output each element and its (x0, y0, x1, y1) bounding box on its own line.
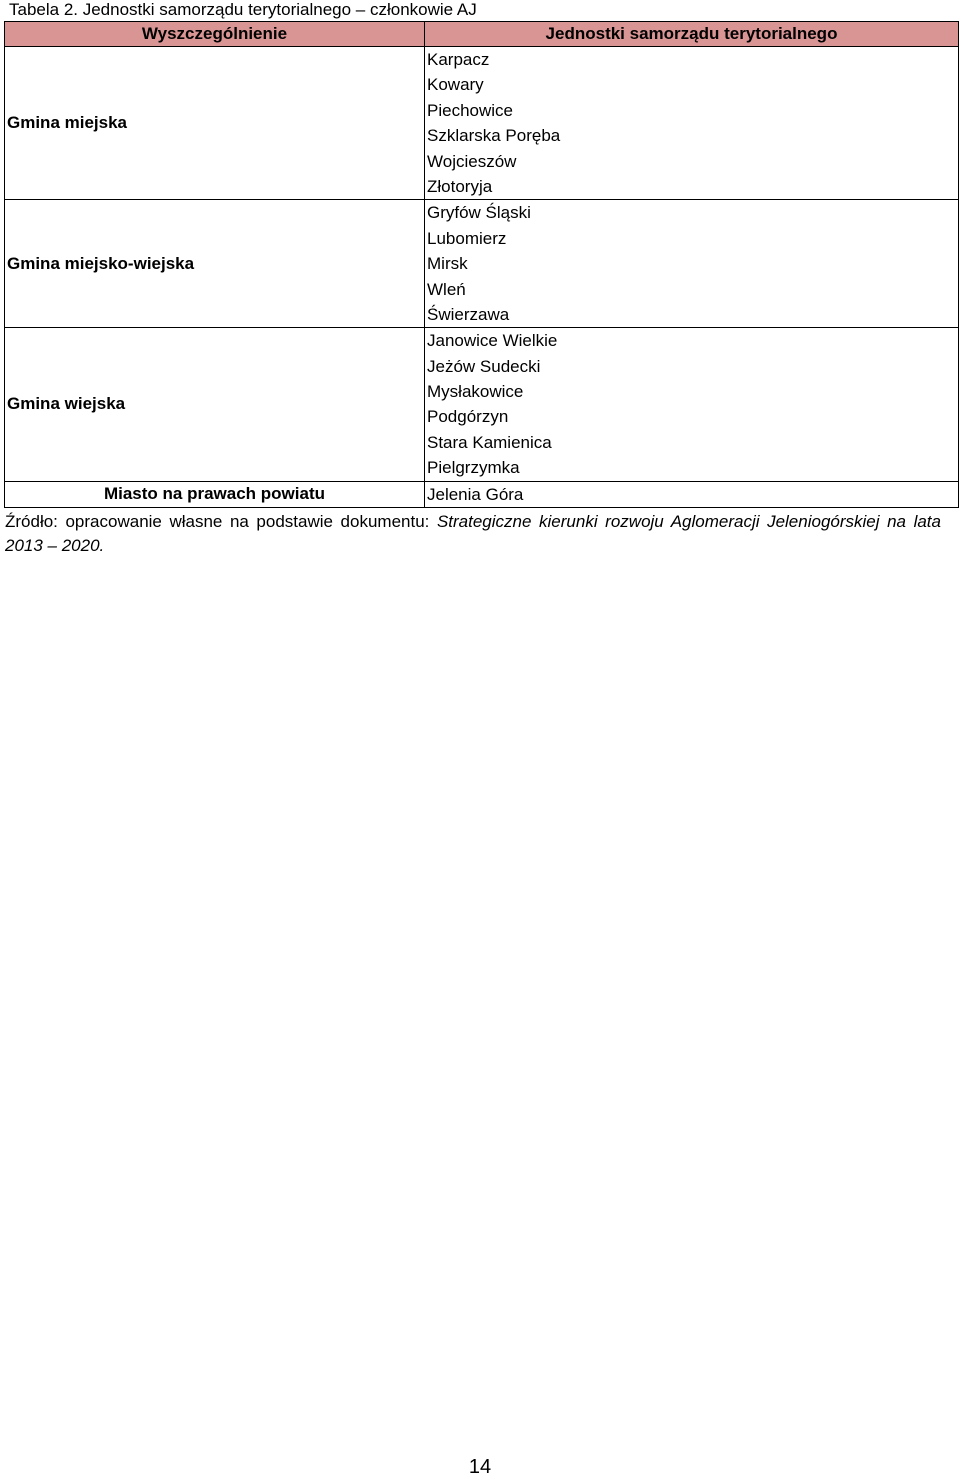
header-units: Jednostki samorządu terytorialnego (425, 22, 959, 47)
header-description: Wyszczególnienie (5, 22, 425, 47)
source-title: Strategiczne kierunki rozwoju Aglomeracji Jeleniogórskiej na lata 2013 – 2020. (5, 512, 941, 555)
table-row (5, 481, 959, 507)
list-item: Stara Kamienica (427, 432, 552, 452)
list-item: Lubomierz (427, 228, 507, 248)
table-row (5, 200, 959, 328)
members-cell (425, 328, 959, 481)
list-item: Mirsk (427, 254, 468, 274)
table-caption: Tabela 2. Jednostki samorządu terytorialnego – członkowie AJ (9, 0, 477, 19)
list-item: Świerzawa (427, 304, 510, 324)
list-item: Złotoryja (427, 176, 493, 196)
list-item: Wleń (427, 279, 466, 299)
list-item: Jelenia Góra (427, 484, 524, 504)
list-item: Pielgrzymka (427, 458, 520, 478)
list-item: Wojcieszów (427, 151, 517, 171)
list-item: Janowice Wielkie (427, 331, 558, 351)
table-row (5, 47, 959, 200)
category-cell: Gmina wiejska (5, 328, 425, 481)
table-row (5, 328, 959, 481)
members-cell (425, 47, 959, 200)
source-note (5, 510, 941, 558)
category-cell: Miasto na prawach powiatu (5, 481, 425, 507)
members-cell (425, 200, 959, 328)
category-cell: Gmina miejsko-wiejska (5, 200, 425, 328)
list-item: Kowary (427, 75, 484, 95)
list-item: Szklarska Poręba (427, 126, 561, 146)
list-item: Podgórzyn (427, 407, 509, 427)
members-table (4, 21, 959, 508)
list-item: Jeżów Sudecki (427, 356, 541, 376)
list-item: Karpacz (427, 50, 490, 69)
table-header-row (5, 22, 959, 47)
page-number: 14 (468, 1456, 492, 1478)
category-cell: Gmina miejska (5, 47, 425, 200)
list-item: Gryfów Śląski (427, 203, 531, 223)
list-item: Piechowice (427, 100, 513, 120)
list-item: Mysłakowice (427, 382, 524, 402)
members-cell (425, 481, 959, 507)
source-prefix: Źródło: opracowanie własne na podstawie dokumentu: (5, 512, 437, 531)
